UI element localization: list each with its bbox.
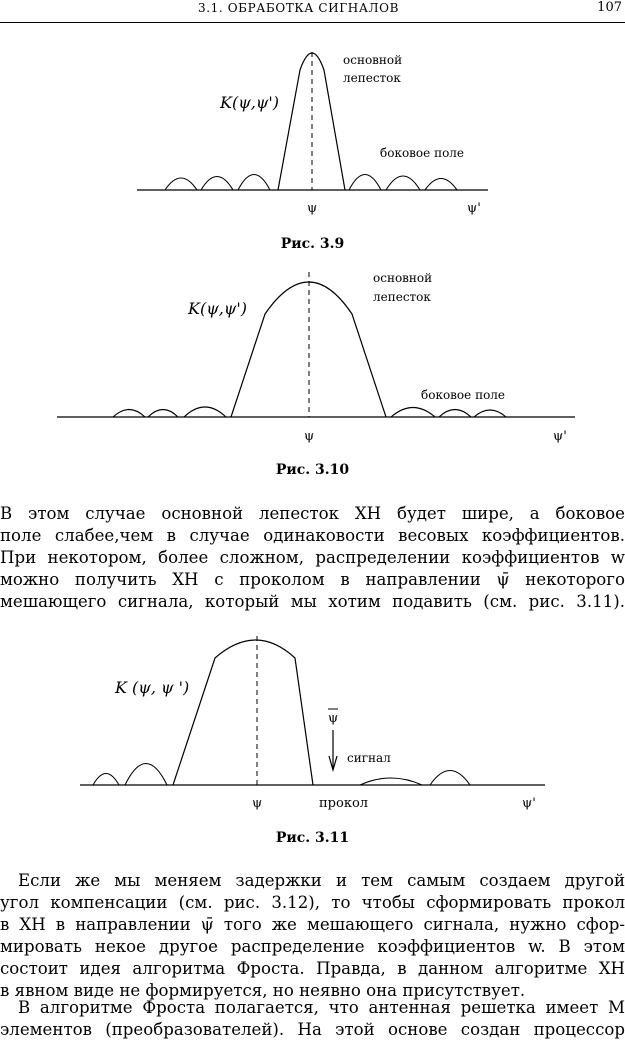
paragraph-line: угол компенсации (см. рис. 3.12), то чтобы сформировать прокол (0, 893, 625, 912)
paragraph-line: можно получить ХН с проколом в направлении ψ̄ некоторого (0, 570, 625, 589)
paragraph-line: в ХН в направлении ψ̄ того же мешающего сигнала, нужно сфор- (0, 915, 625, 934)
paragraph-2 (0, 870, 625, 1002)
side-lobes-right (360, 771, 470, 786)
running-head (0, 0, 625, 23)
figure-3-10 (0, 262, 625, 447)
psi-label: ψ (307, 201, 318, 216)
figure-3-11 (0, 630, 625, 815)
paragraph-line: в явном виде не формируется, но неявно она присутствует. (0, 981, 526, 1000)
paragraph-line: поле слабее,чем в случае одинаковости весовых коэффициентов. (0, 526, 625, 545)
main-lobe-label-line1: основной (373, 271, 433, 285)
main-lobe (173, 640, 313, 785)
side-field-label: боковое поле (380, 146, 465, 160)
side-field-label: боковое поле (421, 388, 506, 402)
k-label: K(ψ,ψ') (220, 93, 280, 112)
psi-prime-label: ψ' (522, 796, 536, 811)
main-lobe-label-line2: лепесток (343, 71, 401, 85)
psi-prime-label: ψ' (553, 429, 567, 444)
side-lobes-left (113, 407, 226, 417)
psi-label: ψ (252, 796, 263, 811)
psi-bar-label: ψ (328, 711, 339, 726)
signal-label: сигнал (347, 751, 391, 765)
side-lobes-left (93, 764, 167, 786)
psi-label: ψ (304, 429, 315, 444)
paragraph-3 (0, 997, 625, 1041)
paragraph-line: В этом случае основной лепесток ХН будет шире, а боковое (0, 504, 625, 523)
caption-3-11: Рис. 3.11 (275, 830, 350, 846)
main-lobe-label-line1: основной (343, 53, 403, 67)
paragraph-line: В алгоритме Фроста полагается, что антенная решетка имеет M (18, 998, 625, 1017)
side-lobes-left (165, 175, 270, 191)
paragraph-line: При некотором, более сложном, распределении коэффициентов w (0, 548, 625, 567)
figure-3-9 (0, 40, 625, 220)
caption-3-10: Рис. 3.10 (275, 462, 350, 478)
page-number: 107 (597, 0, 622, 15)
section-title: 3.1. ОБРАБОТКА СИГНАЛОВ (198, 1, 399, 15)
paragraph-1 (0, 503, 625, 613)
k-label: K (ψ, ψ ') (115, 678, 190, 697)
paragraph-line: Если же мы меняем задержки и тем самым создаем другой (18, 871, 625, 890)
side-lobes-right (391, 408, 506, 418)
caption-3-9: Рис. 3.9 (280, 236, 345, 252)
paragraph-line: мировать некое другое распределение коэффициентов w. В этом (0, 937, 625, 956)
psi-prime-label: ψ' (467, 201, 481, 216)
paragraph-line: элементов (преобразователей). На этой основе создан процессор (0, 1020, 625, 1039)
null-label: прокол (319, 796, 369, 811)
paragraph-line: состоит идея алгоритма Фроста. Правда, в данном алгоритме ХН (0, 959, 625, 978)
paragraph-line: мешающего сигнала, который мы хотим подавить (см. рис. 3.11). (0, 592, 625, 611)
side-lobes-right (349, 175, 457, 191)
main-lobe-label-line2: лепесток (373, 290, 431, 304)
k-label: K(ψ,ψ') (188, 299, 248, 318)
